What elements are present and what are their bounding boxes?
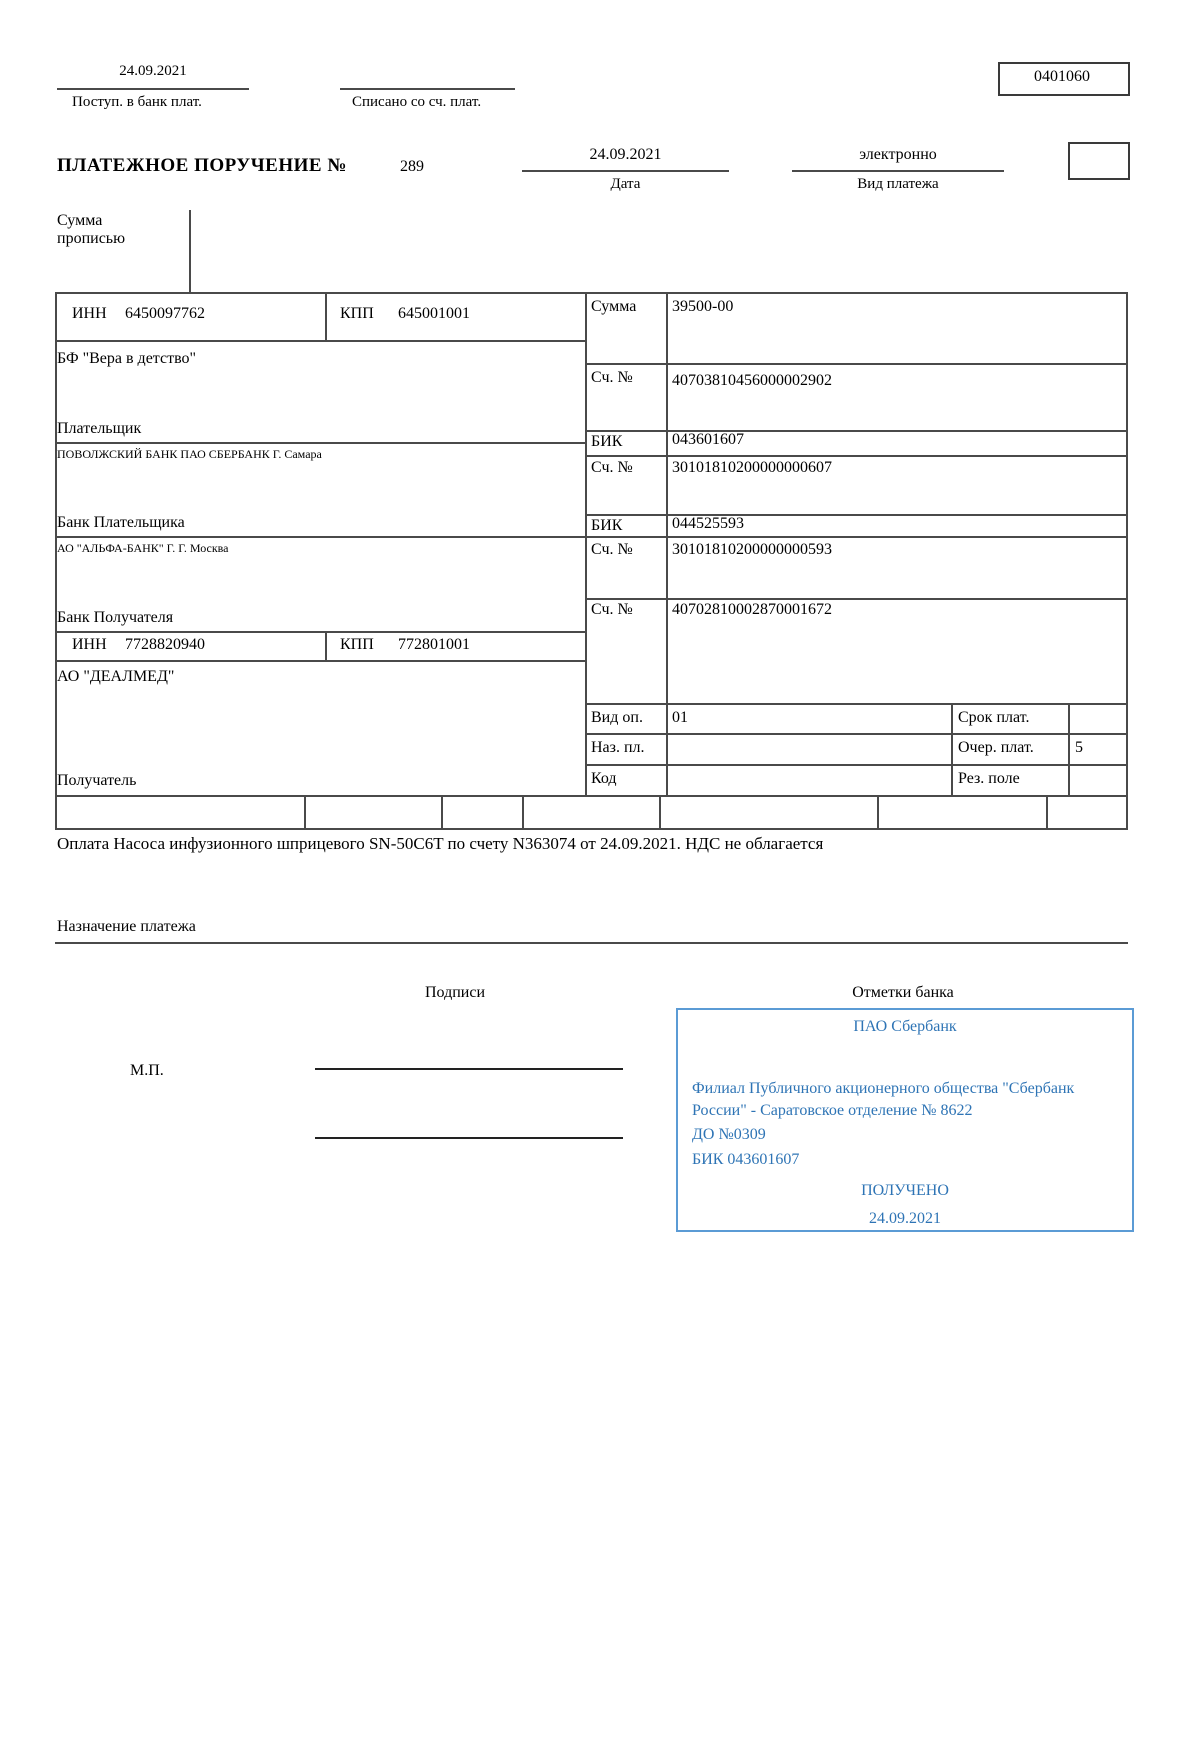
table-top-line: [55, 292, 1128, 294]
beneficiary-inn-row-line: [55, 660, 587, 662]
beneficiary-inn-label: ИНН: [72, 636, 107, 653]
payer-kpp-label: КПП: [340, 305, 374, 322]
beneficiary-label: Получатель: [57, 772, 137, 789]
purpose-text: Оплата Насоса инфузионного шприцевого SN-50C6T по счету N363074 от 24.09.2021. НДС не облагается: [57, 834, 824, 853]
sum-value: 39500-00: [672, 298, 734, 315]
code-label: Код: [591, 770, 617, 787]
payer-bank-line: [55, 536, 1128, 538]
signatures-label: Подписи: [424, 984, 486, 1001]
stamp-branch-line2: России" - Саратовское отделение № 8622: [692, 1102, 973, 1119]
received-date: 24.09.2021: [119, 63, 187, 79]
bank-stamp: [676, 1008, 1134, 1232]
stamp-branch-line1: Филиал Публичного акционерного общества "Сбербанк: [692, 1080, 1075, 1097]
payment-kind-value: электронно: [859, 146, 937, 163]
document-title: ПЛАТЕЖНОЕ ПОРУЧЕНИЕ №: [57, 155, 347, 176]
date-line: [522, 170, 729, 172]
signature-line-2: [315, 1137, 623, 1139]
beneficiary-account-label: Сч. №: [591, 601, 633, 618]
date-label: Дата: [610, 176, 641, 192]
received-in-bank-label: Поступ. в банк плат.: [72, 94, 202, 110]
stamp-division: ДО №0309: [692, 1126, 766, 1143]
sum-in-words-divider: [189, 210, 191, 292]
payer-inn-value: 6450097762: [125, 305, 205, 322]
document-number: 289: [400, 158, 424, 175]
right-labels-border: [951, 703, 953, 795]
beneficiary-bank-label-line: [55, 631, 587, 633]
payer-inn-label: ИНН: [72, 305, 107, 322]
beneficiary-bank-bik-label: БИК: [591, 517, 623, 534]
form-code-box: [998, 62, 1130, 96]
payer-account-label: Сч. №: [591, 369, 633, 386]
payer-bank-name: ПОВОЛЖСКИЙ БАНК ПАО СБЕРБАНК Г. Самара: [57, 447, 322, 461]
priority-checkbox: [1068, 142, 1130, 180]
res-field-label: Рез. поле: [958, 770, 1020, 787]
order-label: Очер. плат.: [958, 739, 1034, 756]
payer-bank-bik-value: 043601607: [672, 431, 744, 448]
purpose-label: Назначение платежа: [57, 918, 196, 935]
form-code: 0401060: [1034, 68, 1090, 85]
beneficiary-bank-label: Банк Получателя: [57, 609, 174, 626]
received-date-line: [57, 88, 249, 90]
stamp-bank-name: ПАО Сбербанк: [853, 1018, 957, 1035]
payer-kpp-value: 645001001: [398, 305, 470, 322]
beneficiary-line: [55, 795, 1128, 797]
payer-inn-row-line: [55, 340, 587, 342]
beneficiary-kpp-value: 772801001: [398, 636, 470, 653]
beneficiary-bank-bik-value: 044525593: [672, 515, 744, 532]
mp-label: М.П.: [130, 1062, 164, 1079]
payer-bank-corr-label: Сч. №: [591, 459, 633, 476]
signature-line-1: [315, 1068, 623, 1070]
beneficiary-bank-corr-label: Сч. №: [591, 541, 633, 558]
tax-cell-divider: [659, 795, 661, 828]
order-value: 5: [1075, 739, 1083, 756]
tax-cell-divider: [1046, 795, 1048, 828]
purpose-line: [55, 942, 1128, 944]
beneficiary-bank-name: АО "АЛЬФА-БАНК" Г. Г. Москва: [57, 541, 229, 555]
stamp-bik: БИК 043601607: [692, 1151, 800, 1168]
sum-label: Сумма: [591, 298, 637, 315]
bank-marks-label: Отметки банка: [852, 984, 954, 1001]
payer-label-line: [55, 442, 587, 444]
tax-row-bottom-line: [55, 828, 1128, 830]
due-date-label: Срок плат.: [958, 709, 1030, 726]
tax-cell-divider: [304, 795, 306, 828]
sum-in-words-label: Сумма прописью: [57, 212, 126, 248]
pay-purpose-label: Наз. пл.: [591, 739, 645, 756]
beneficiary-inn-value: 7728820940: [125, 636, 205, 653]
document-date: 24.09.2021: [589, 146, 662, 163]
label-column-right-border: [666, 292, 668, 795]
table-right-border: [1126, 292, 1128, 828]
table-left-border: [55, 292, 57, 828]
payer-name: БФ "Вера в детство": [57, 350, 197, 367]
op-kind-label: Вид оп.: [591, 709, 643, 726]
beneficiary-name: АО "ДЕАЛМЕД": [57, 668, 175, 685]
debited-line: [340, 88, 515, 90]
tax-cell-divider: [522, 795, 524, 828]
label-column-left-border: [585, 292, 587, 795]
beneficiary-kpp-label: КПП: [340, 636, 374, 653]
payer-bank-label: Банк Плательщика: [57, 514, 185, 531]
stamp-date: 24.09.2021: [869, 1210, 941, 1227]
op-kind-value: 01: [672, 709, 688, 726]
tax-cell-divider: [441, 795, 443, 828]
payer-account-value: 40703810456000002902: [672, 372, 832, 389]
payer-bank-corr-value: 30101810200000000607: [672, 459, 832, 476]
payment-kind-line: [792, 170, 1004, 172]
beneficiary-account-value: 40702810002870001672: [672, 601, 832, 618]
tax-cell-divider: [877, 795, 879, 828]
payer-inn-kpp-divider: [325, 292, 327, 340]
payment-kind-label: Вид платежа: [857, 176, 939, 192]
beneficiary-inn-kpp-divider: [325, 631, 327, 660]
payer-bank-bik-label: БИК: [591, 433, 623, 450]
payer-label: Плательщик: [57, 420, 142, 437]
debited-label: Списано со сч. плат.: [352, 94, 482, 110]
beneficiary-bank-corr-value: 30101810200000000593: [672, 541, 832, 558]
stamp-status: ПОЛУЧЕНО: [861, 1182, 949, 1199]
right-values-border: [1068, 703, 1070, 795]
